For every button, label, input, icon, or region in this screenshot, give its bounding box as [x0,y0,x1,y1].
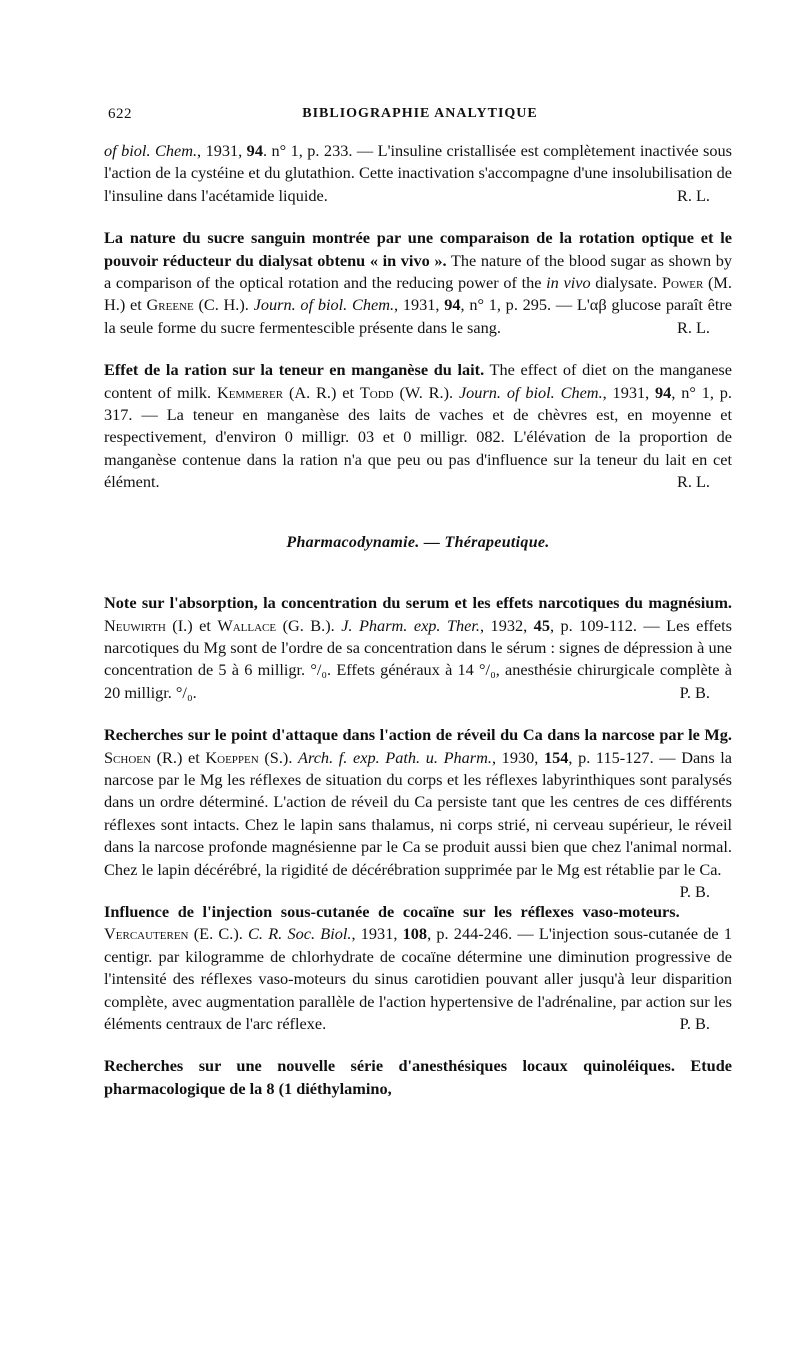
author-initials: (S.). [264,747,299,767]
abstract-entry [104,592,732,704]
running-title: BIBLIOGRAPHIE ANALYTIQUE [302,106,538,121]
author: Power [661,273,704,293]
entry-title: Note sur l'absorption, la concentration du serum et les effets narcotiques du magnésium. [104,593,732,613]
abstract-text: — L'injection sous-cutanée de 1 centigr. par kilogramme de chlorhydrate de cocaïne détermine une diminution progressive de l'intensité des réflexes vaso-moteurs du sinus carotidien pouvant aller jusqu'à leur disparition complète, avec augmentation parallèle de l'action hypertensive de l'adrénaline, par action sur les éléments centraux de l'arc réflexe. [104,924,733,1033]
abstract-text: — L'αβ glucose paraît être la seule forme du sucre fermentescible présente dans le sang. [104,295,733,337]
journal-ref: C. R. Soc. Biol. [248,924,352,944]
entry-title: Recherches sur une nouvelle série d'anesthésiques locaux quinoléiques. Etude pharmacologique de la 8 (1 diéthylamino, [104,1056,732,1098]
signature: R. L. [676,317,710,337]
section-heading: Pharmacodynamie. — Thérapeutique. [286,533,550,551]
author: Greene [146,295,194,315]
author: Neuwirth [104,615,166,635]
ref-text: , 1931, [394,295,445,315]
abstract-text: — La teneur en manganèse des laits de vaches et de chèvres est, en moyenne et respectivement, d'environ 0 milligr. 03 et 0 milligr. 082. L'élévation de la proportion de manganèse contenue dans la ration n'a que peu ou pas d'influence sur la teneur du lait en cet élément. [104,405,732,492]
volume: 108 [402,924,428,944]
volume: 45 [533,615,550,635]
abstract-entry [104,1055,732,1100]
author-initials: (C. H.). [198,295,254,315]
volume: 94 [444,295,461,315]
journal-ref: Journ. of biol. Chem. [253,295,395,315]
volume: 94 [655,382,672,402]
journal-ref: of biol. Chem. [104,141,198,160]
volume: 94 [246,141,263,160]
author-initials: (E. C.). [193,924,249,944]
author: Todd [359,382,394,402]
author: Kemmerer [216,382,284,402]
abstract-entry [104,359,732,493]
signature: P. B. [679,881,710,901]
entry-title: Recherches sur le point d'attaque dans l'action de réveil du Ca dans la narcose par le Mg. [104,725,732,745]
abstract-entry [104,724,733,901]
author-initials: (M. H.) et [104,273,732,315]
author: Koeppen [205,747,259,767]
ref-text: , 1931, [197,141,247,160]
abstract-entry-continuation [104,140,732,207]
author-initials: (I.) et [172,615,218,635]
journal-ref: Journ. of biol. Chem. [458,382,603,402]
author-initials: (G. B.). [282,615,342,635]
volume: 154 [543,747,569,767]
author-initials: (W. R.). [399,382,459,402]
ref-text: , p. 115-127. [568,747,654,767]
abstract-text: — Dans la narcose par le Mg les réflexes de situation du corps et les réflexes labyrinthiques sont paralysés dans un ordre déterminé. L'action de réveil du Ca persiste tant que les centres de ces différents réflexes sont intacts. Chez le lapin sans thalamus, ni corps strié, ni cerveau supérieur, le réveil dans la narcose profonde magnésienne par le Ca se produit aussi bien que chez l'animal normal. Chez le lapin décérébré, la rigidité de décérébration supprimée par le Mg est rétablie par le Ca. [104,747,733,879]
abstract-text: . n° 1, p. 233. — L'insuline cristallisée est complètement inactivée sous l'action de la cystéine et du glutathion. Cette inactivation s'accompagne d'une insolubilisation de l'insuline dans l'acétamide liquide. [104,141,733,205]
ref-text: , p. 244-246. [427,924,513,944]
author-initials: (R.) et [156,747,206,767]
ref-text: , n° 1, p. 317. [104,382,732,425]
author-initials: (A. R.) et [288,382,360,402]
author: Schoen [104,747,151,767]
ref-text: , 1931, [351,924,403,944]
abstract-entry [104,901,732,1035]
original-title-italic: in vivo [546,273,591,293]
abstract-text: — Les effets narcotiques du Mg sont de l'ordre de sa concentration dans le sérum : signes de dépression à une concentration de 5 à 6 milligr. °/₀. Effets généraux à 14 °/₀, anesthésie chirurgicale complète à 20 milligr. °/₀. [104,615,732,702]
original-title: The nature of the blood sugar as shown by a comparison of the optical rotation and the reducing power of the [104,250,732,293]
author: Vercauteren [104,924,189,944]
abstract-entry [104,227,732,339]
signature: P. B. [679,682,710,702]
ref-text: , 1931, [602,382,656,402]
ref-text: , 1932, [480,615,534,635]
author: Wallace [217,615,277,635]
page-number: 622 [108,106,132,122]
ref-text: , n° 1, p. 295. [460,295,552,315]
page-content [104,140,732,1120]
entry-title: Effet de la ration sur la teneur en manganèse du lait. [104,360,485,380]
journal-ref: Arch. f. exp. Path. u. Pharm. [298,747,492,767]
original-title: The effect of diet on the manganese content of milk. [104,360,732,402]
signature: R. L. [676,472,710,492]
entry-title: Influence de l'injection sous-cutanée de cocaïne sur les réflexes vaso-moteurs. [104,901,680,921]
ref-text: , 1930, [491,747,544,767]
signature: R. L. [676,185,710,205]
signature: P. B. [679,1014,710,1033]
journal-ref: J. Pharm. exp. Ther. [341,615,481,635]
entry-title: La nature du sucre sanguin montrée par une comparaison de la rotation optique et le pouvoir réducteur du dialysat obtenu « in vivo ». [104,228,732,270]
ref-text: , p. 109-112. [549,615,637,635]
original-title-end: dialysate. [590,273,658,293]
page-header [108,106,732,134]
